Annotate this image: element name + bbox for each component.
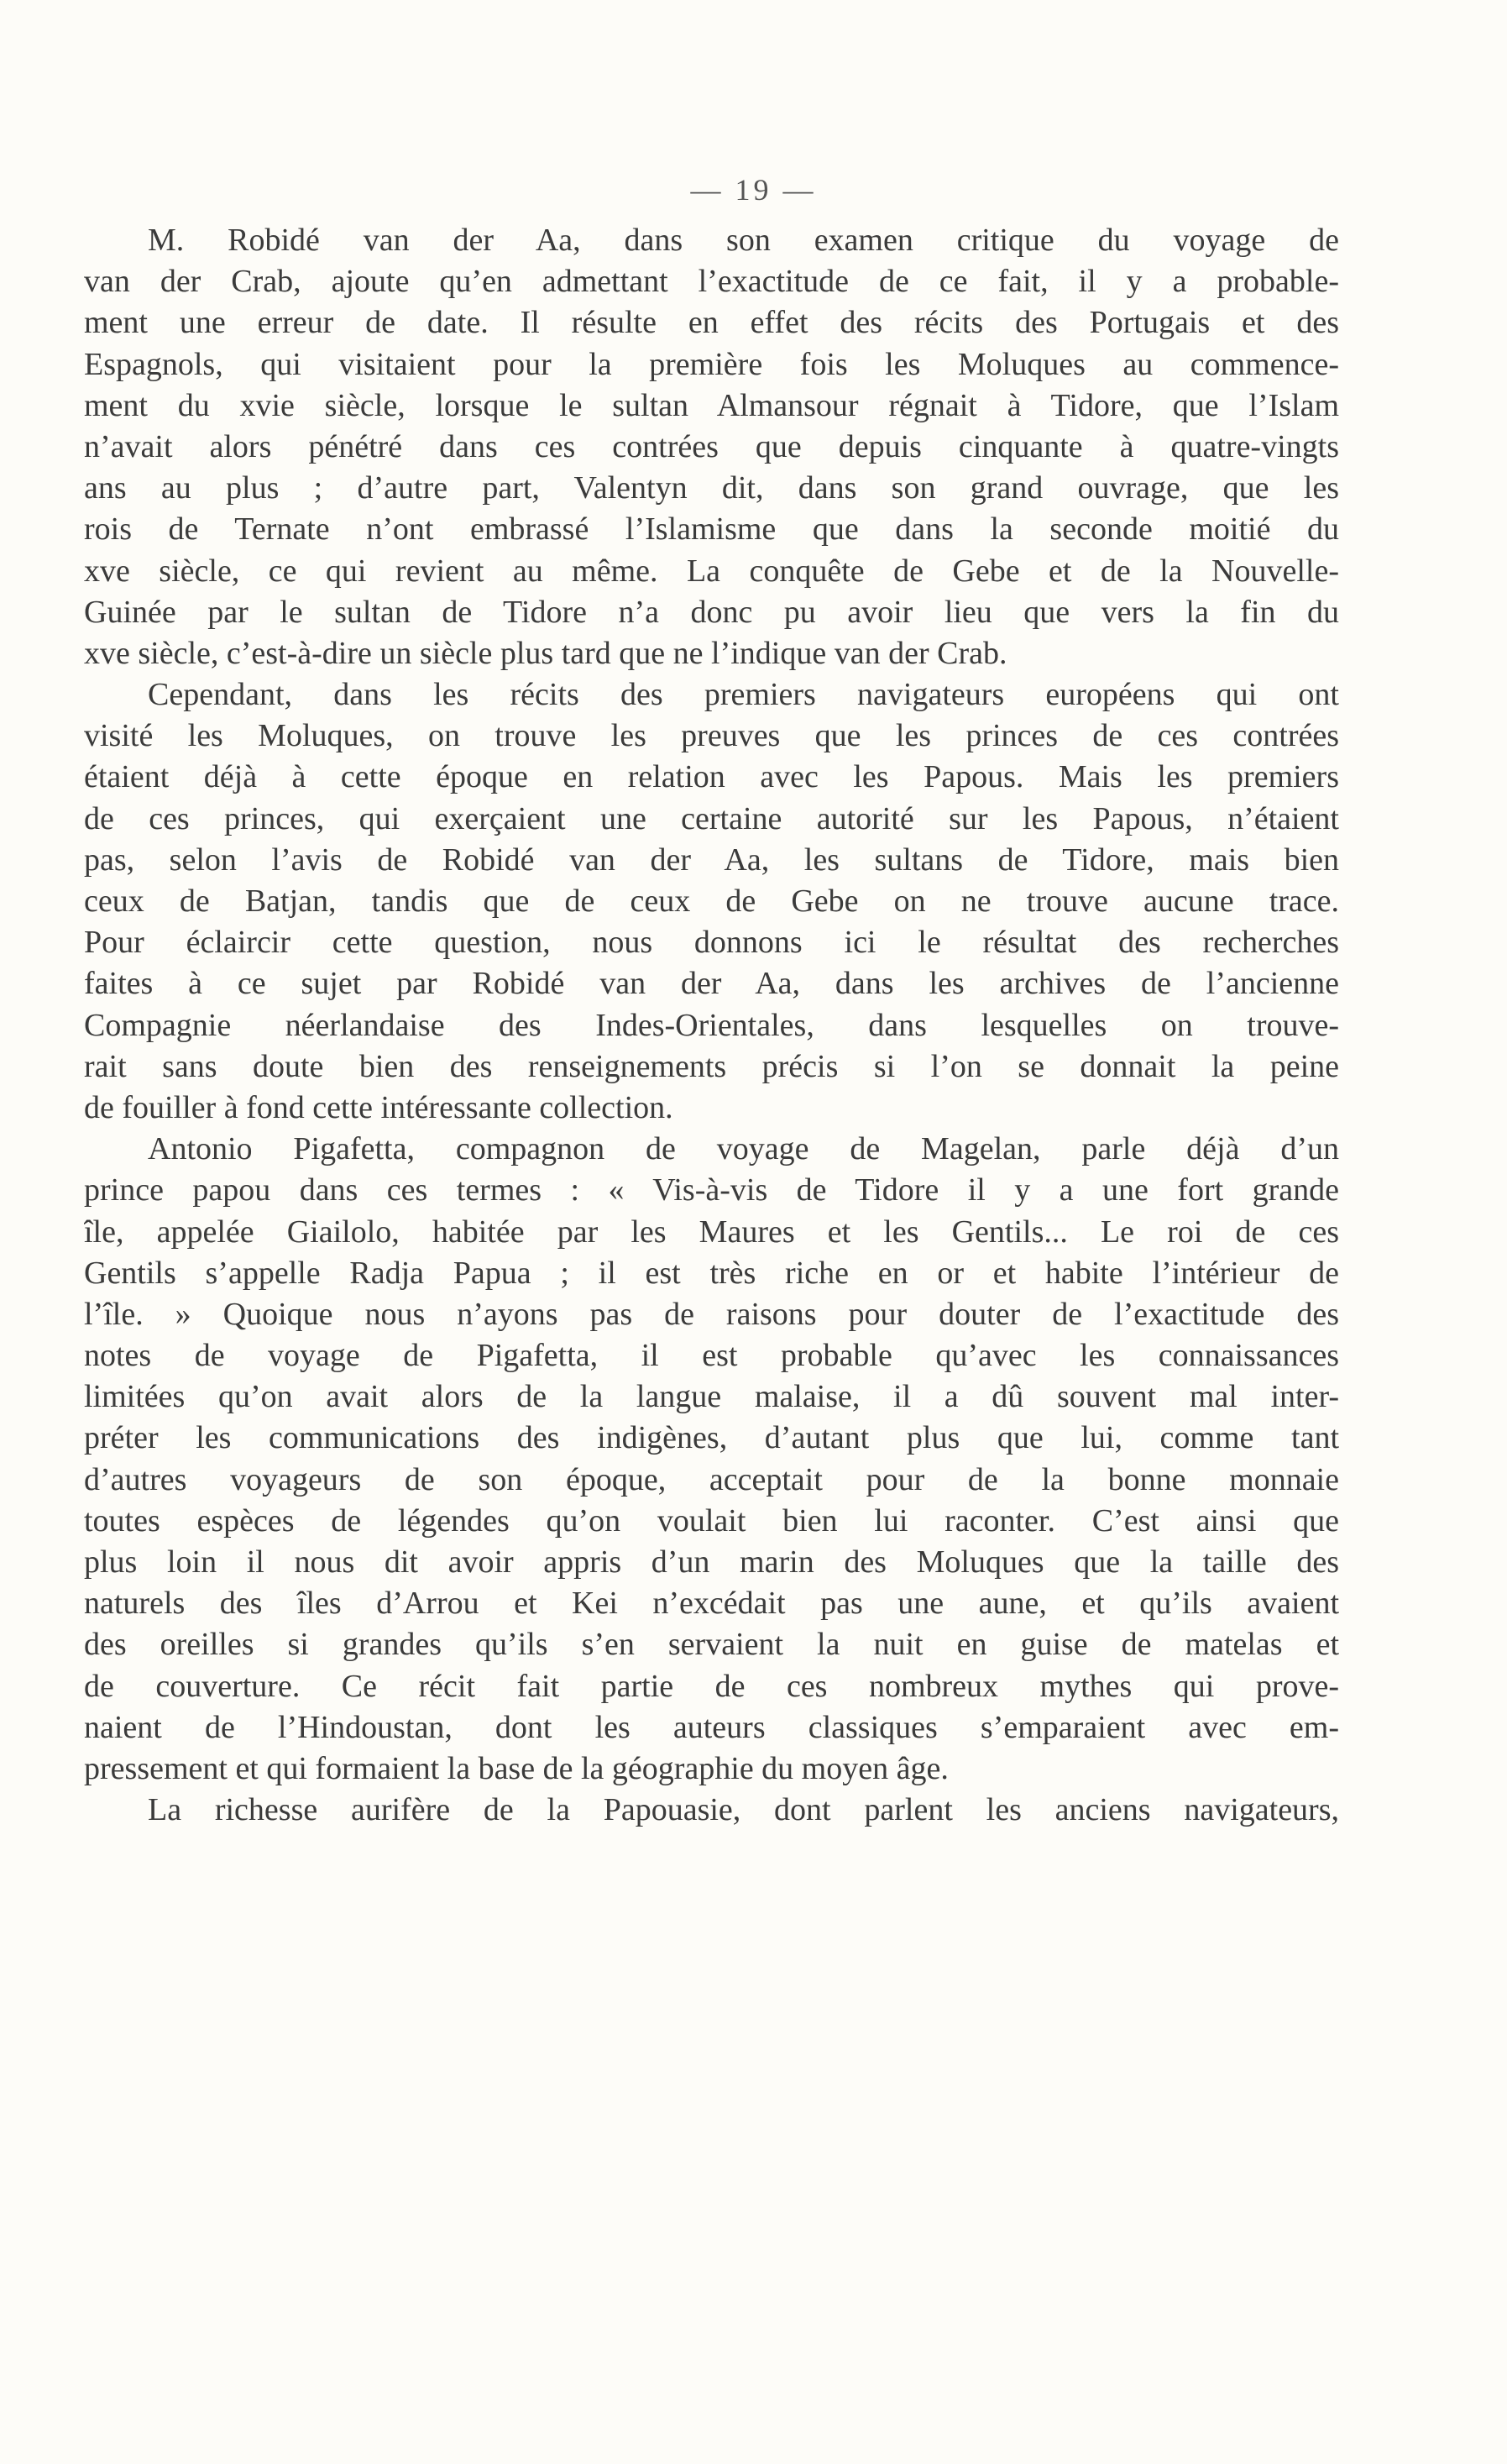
text-line: pas, selon l’avis de Robidé van der Aa, les sultans de Tidore, mais bien <box>84 841 1339 878</box>
text-line: limitées qu’on avait alors de la langue malaise, il a dû souvent mal inter- <box>84 1379 1339 1415</box>
text-line: xve siècle, c’est-à-dire un siècle plus tard que ne l’indique van der Crab. <box>84 635 1007 671</box>
text-line: van der Crab, ajoute qu’en admettant l’exactitude de ce fait, il y a probable- <box>84 264 1339 300</box>
text-line: Pour éclaircir cette question, nous donnons ici le résultat des recherches <box>84 925 1339 961</box>
text-line: île, appelée Giailolo, habitée par les Maures et les Gentils... Le roi de ces <box>84 1214 1339 1250</box>
text-line: plus loin il nous dit avoir appris d’un marin des Moluques que la taille des <box>84 1544 1339 1580</box>
text-line: de fouiller à fond cette intéressante collection. <box>84 1089 673 1125</box>
text-line: de ces princes, qui exerçaient une certaine autorité sur les Papous, n’étaient <box>84 800 1339 836</box>
text-line: pressement et qui formaient la base de la géographie du moyen âge. <box>84 1750 949 1786</box>
text-line: Compagnie néerlandaise des Indes-Orientales, dans lesquelles on trouve- <box>84 1007 1339 1043</box>
text-line: ment une erreur de date. Il résulte en effet des récits des Portugais et des <box>84 305 1339 341</box>
text-line: n’avait alors pénétré dans ces contrées que depuis cinquante à quatre-vingts <box>84 428 1339 464</box>
page-number: — 19 — <box>690 173 817 207</box>
text-line: visité les Moluques, on trouve les preuves que les princes de ces contrées <box>84 718 1339 754</box>
text-line: prince papou dans ces termes : « Vis-à-vis de Tidore il y a une fort grande <box>84 1172 1339 1208</box>
text-line: Guinée par le sultan de Tidore n’a donc pu avoir lieu que vers la fin du <box>84 594 1339 630</box>
text-line: Espagnols, qui visitaient pour la première fois les Moluques au commence- <box>84 346 1339 382</box>
body-text <box>84 220 1339 1831</box>
text-line: naient de l’Hindoustan, dont les auteurs classiques s’emparaient avec em- <box>84 1709 1339 1745</box>
text-line: Gentils s’appelle Radja Papua ; il est très riche en or et habite l’intérieur de <box>84 1255 1339 1291</box>
text-line: notes de voyage de Pigafetta, il est probable qu’avec les connaissances <box>84 1338 1339 1374</box>
text-line: toutes espèces de légendes qu’on voulait bien lui raconter. C’est ainsi que <box>84 1502 1339 1539</box>
text-line: faites à ce sujet par Robidé van der Aa, dans les archives de l’ancienne <box>84 966 1339 1002</box>
text-line: xve siècle, ce qui revient au même. La conquête de Gebe et de la Nouvelle- <box>84 553 1339 589</box>
text-line: M. Robidé van der Aa, dans son examen critique du voyage de <box>148 223 1339 258</box>
text-line: étaient déjà à cette époque en relation avec les Papous. Mais les premiers <box>84 759 1339 795</box>
text-line: naturels des îles d’Arrou et Kei n’excédait pas une aune, et qu’ils avaient <box>84 1586 1339 1622</box>
text-line: La richesse aurifère de la Papouasie, dont parlent les anciens navigateurs, <box>148 1792 1339 1828</box>
text-line: ans au plus ; d’autre part, Valentyn dit, dans son grand ouvrage, que les <box>84 470 1339 506</box>
text-line: d’autres voyageurs de son époque, acceptait pour de la bonne monnaie <box>84 1461 1339 1497</box>
text-line: de couverture. Ce récit fait partie de ces nombreux mythes qui prove- <box>84 1668 1339 1704</box>
text-line: Cependant, dans les récits des premiers navigateurs européens qui ont <box>148 677 1339 713</box>
text-line: ment du xvie siècle, lorsque le sultan Almansour régnait à Tidore, que l’Islam <box>84 387 1339 423</box>
text-line: préter les communications des indigènes, d’autant plus que lui, comme tant <box>84 1420 1339 1456</box>
text-line: des oreilles si grandes qu’ils s’en servaient la nuit en guise de matelas et <box>84 1627 1339 1663</box>
text-line: Antonio Pigafetta, compagnon de voyage de Magelan, parle déjà d’un <box>148 1131 1339 1167</box>
text-line: l’île. » Quoique nous n’ayons pas de raisons pour douter de l’exactitude des <box>84 1296 1339 1332</box>
text-line: rois de Ternate n’ont embrassé l’Islamisme que dans la seconde moitié du <box>84 511 1339 548</box>
text-line: ceux de Batjan, tandis que de ceux de Gebe on ne trouve aucune trace. <box>84 883 1339 919</box>
text-line: rait sans doute bien des renseignements précis si l’on se donnait la peine <box>84 1048 1339 1084</box>
